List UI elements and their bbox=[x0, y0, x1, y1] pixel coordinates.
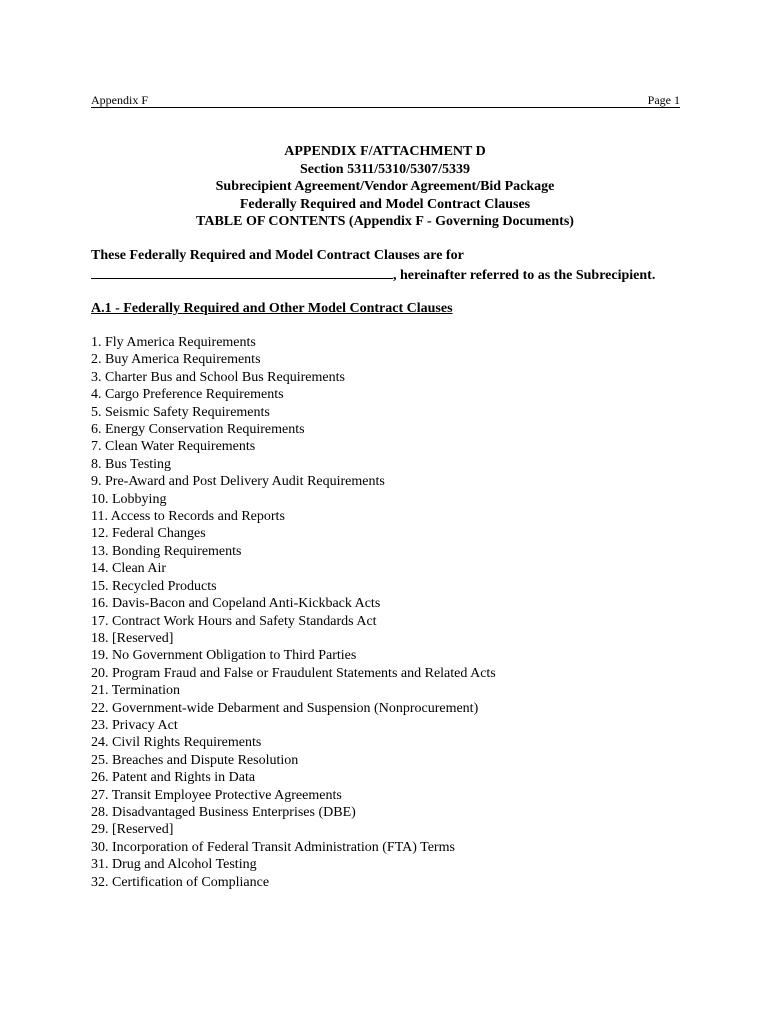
subrecipient-blank-line bbox=[91, 265, 393, 279]
toc-item: 23. Privacy Act bbox=[91, 717, 178, 733]
toc-item: 17. Contract Work Hours and Safety Standards Act bbox=[91, 613, 377, 629]
toc-item: 21. Termination bbox=[91, 683, 180, 699]
intro-paragraph bbox=[91, 247, 691, 284]
title-line-section: Section 5311/5310/5307/5339 bbox=[300, 161, 470, 177]
intro-line-2 bbox=[91, 265, 691, 285]
toc-item: 16. Davis-Bacon and Copeland Anti-Kickback Acts bbox=[91, 596, 381, 612]
toc-item: 1. Fly America Requirements bbox=[91, 335, 256, 350]
toc-item: 20. Program Fraud and False or Fraudulent Statements and Related Acts bbox=[91, 665, 496, 681]
toc-item: 8. Bus Testing bbox=[91, 456, 172, 472]
title-line-clauses: Federally Required and Model Contract Clauses bbox=[239, 196, 531, 212]
toc-item: 22. Government-wide Debarment and Suspension (Nonprocurement) bbox=[91, 700, 479, 716]
intro-line-2-text: , hereinafter referred to as the Subrecipient. bbox=[393, 267, 656, 283]
toc-item: 32. Certification of Compliance bbox=[91, 874, 270, 890]
toc-item: 27. Transit Employee Protective Agreements bbox=[91, 787, 342, 803]
intro-line-1: These Federally Required and Model Contract Clauses are for bbox=[91, 248, 464, 263]
toc-list bbox=[91, 334, 496, 891]
toc-item: 3. Charter Bus and School Bus Requirements bbox=[91, 369, 345, 385]
toc-item: 28. Disadvantaged Business Enterprises (DBE) bbox=[91, 804, 356, 820]
toc-item: 24. Civil Rights Requirements bbox=[91, 735, 262, 751]
toc-item: 30. Incorporation of Federal Transit Administration (FTA) Terms bbox=[91, 839, 455, 855]
toc-item: 13. Bonding Requirements bbox=[91, 543, 242, 559]
toc-item: 7. Clean Water Requirements bbox=[91, 439, 256, 455]
page-header bbox=[91, 93, 680, 108]
title-line-agreement: Subrecipient Agreement/Vendor Agreement/Bid Package bbox=[215, 179, 555, 194]
toc-item: 4. Cargo Preference Requirements bbox=[91, 387, 284, 403]
toc-item: 11. Access to Records and Reports bbox=[91, 509, 285, 525]
title-line-toc: TABLE OF CONTENTS (Appendix F - Governing Documents) bbox=[196, 214, 574, 229]
title-line-appendix: APPENDIX F/ATTACHMENT D bbox=[284, 144, 486, 159]
toc-item: 9. Pre-Award and Post Delivery Audit Requirements bbox=[91, 474, 385, 490]
document-title bbox=[0, 143, 770, 231]
toc-item: 19. No Government Obligation to Third Parties bbox=[91, 648, 357, 664]
toc-item: 25. Breaches and Dispute Resolution bbox=[91, 752, 299, 768]
toc-item: 12. Federal Changes bbox=[91, 526, 206, 542]
section-heading: A.1 - Federally Required and Other Model Contract Clauses bbox=[91, 301, 453, 316]
toc-item: 26. Patent and Rights in Data bbox=[91, 770, 256, 786]
toc-item: 10. Lobbying bbox=[91, 491, 167, 507]
toc-item: 5. Seismic Safety Requirements bbox=[91, 404, 270, 420]
toc-item: 14. Clean Air bbox=[91, 561, 167, 577]
header-page-number: Page 1 bbox=[647, 93, 680, 107]
toc-item: 6. Energy Conservation Requirements bbox=[91, 422, 305, 438]
header-appendix-label: Appendix F bbox=[91, 93, 148, 107]
toc-item: 15. Recycled Products bbox=[91, 578, 217, 594]
toc-item: 2. Buy America Requirements bbox=[91, 352, 261, 368]
toc-item: 18. [Reserved] bbox=[91, 630, 174, 646]
toc-item: 31. Drug and Alcohol Testing bbox=[91, 857, 257, 873]
toc-item: 29. [Reserved] bbox=[91, 822, 174, 838]
